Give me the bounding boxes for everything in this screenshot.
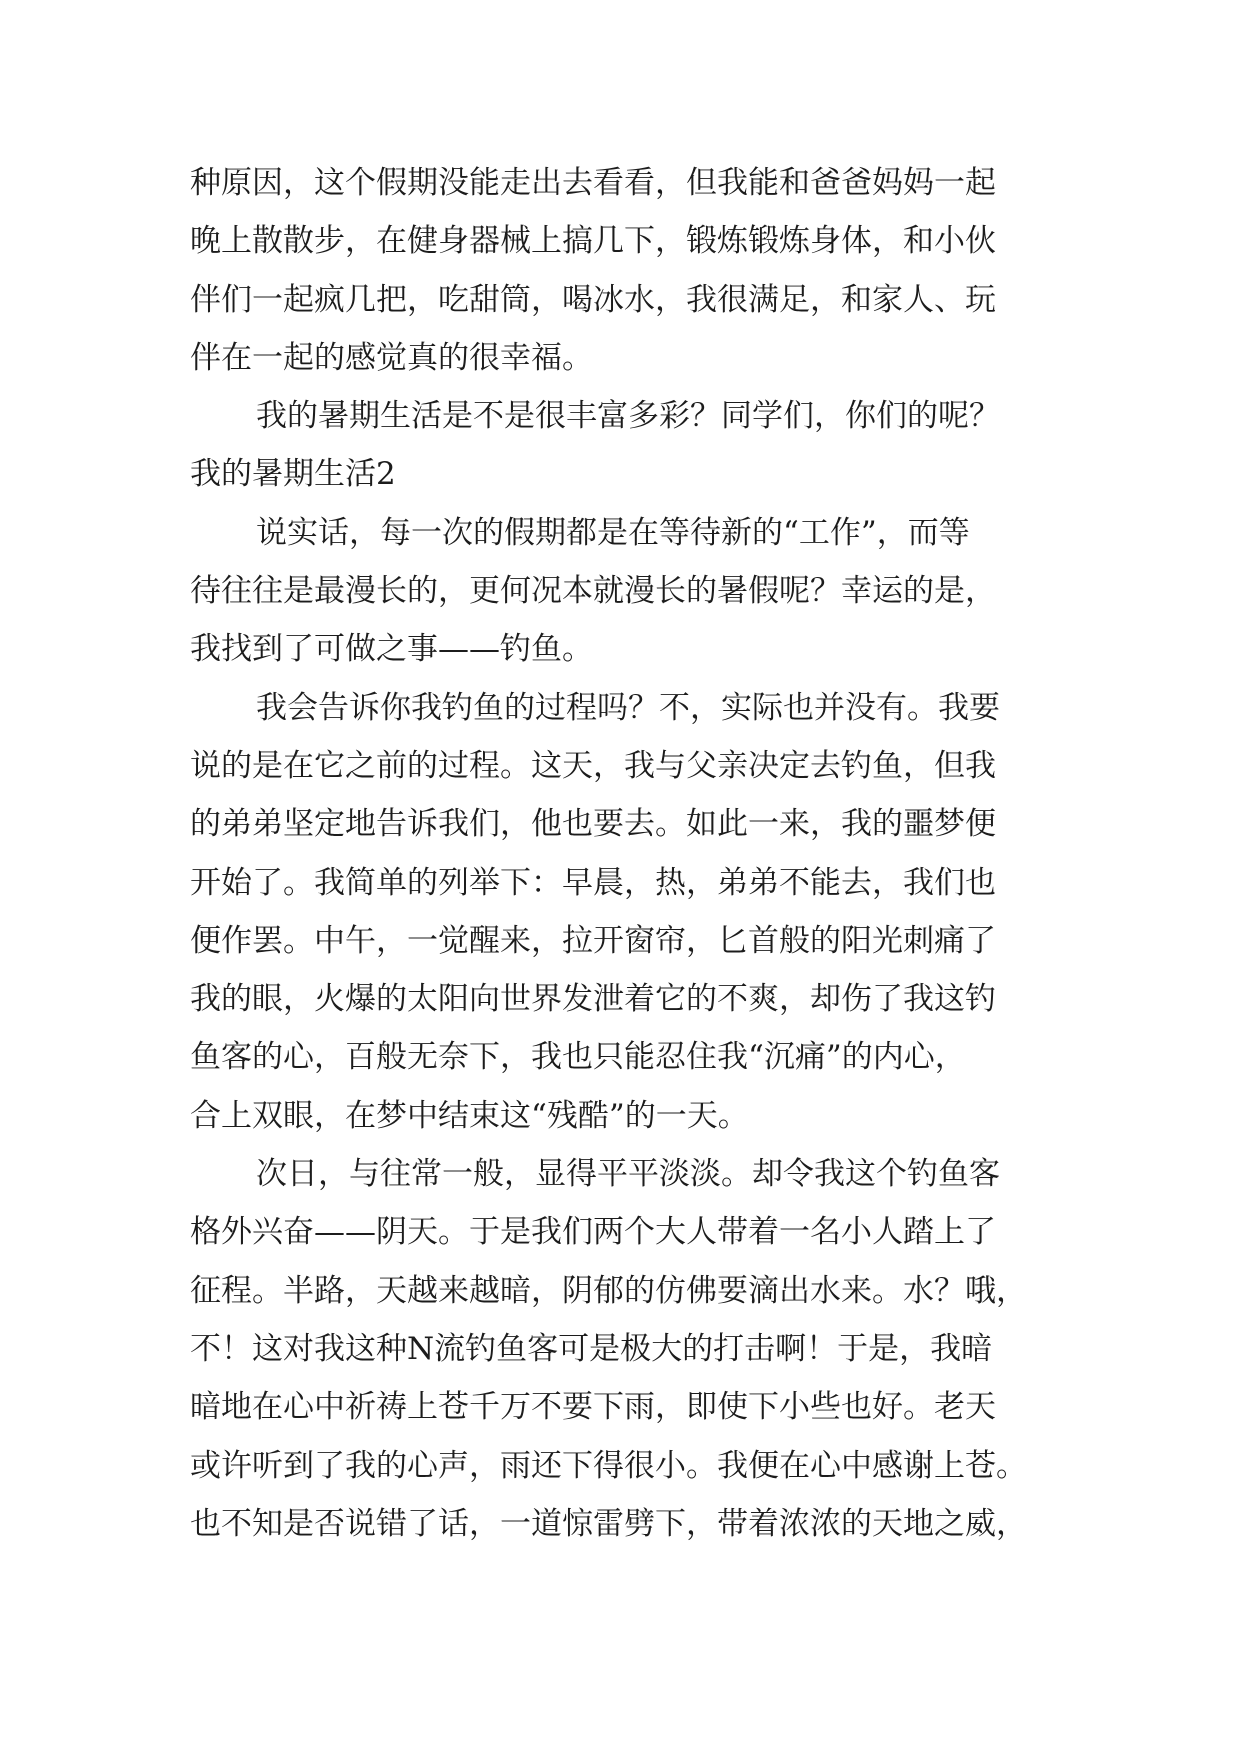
text-line: 我找到了可做之事——钓鱼。 <box>190 631 593 668</box>
text-line: 不！这对我这种N流钓鱼客可是极大的打击啊！于是，我暗 <box>190 1330 993 1367</box>
text-line: 晚上散散步，在健身器械上搞几下，锻炼锻炼身体，和小伙 <box>190 223 996 260</box>
paragraph-first-line: 说实话，每一次的假期都是在等待新的“工作”，而等 <box>256 514 970 551</box>
text-line: 我的眼，火爆的太阳向世界发泄着它的不爽，却伤了我这钓 <box>190 981 996 1018</box>
essay-body <box>190 154 1070 1553</box>
text-line: 暗地在心中祈祷上苍千万不要下雨，即使下小些也好。老天 <box>190 1389 996 1426</box>
text-line: 便作罢。中午，一觉醒来，拉开窗帘，匕首般的阳光刺痛了 <box>190 922 996 959</box>
text-line: 征程。半路，天越来越暗，阴郁的仿佛要滴出水来。水？哦， <box>190 1272 1027 1309</box>
text-line: 伴们一起疯几把，吃甜筒，喝冰水，我很满足，和家人、玩 <box>190 281 996 318</box>
text-line: 伴在一起的感觉真的很幸福。 <box>190 339 593 376</box>
paragraph-first-line: 次日，与往常一般，显得平平淡淡。却令我这个钓鱼客 <box>256 1156 1000 1193</box>
section-heading: 我的暑期生活2 <box>190 456 396 493</box>
paragraph-first-line: 我的暑期生活是不是很丰富多彩？同学们，你们的呢？ <box>256 398 1000 435</box>
text-line: 待往往是最漫长的，更何况本就漫长的暑假呢？幸运的是， <box>190 573 996 610</box>
text-line: 的弟弟坚定地告诉我们，他也要去。如此一来，我的噩梦便 <box>190 806 996 843</box>
text-line: 开始了。我简单的列举下：早晨，热，弟弟不能去，我们也 <box>190 864 996 901</box>
text-line: 或许听到了我的心声，雨还下得很小。我便在心中感谢上苍。 <box>190 1447 1027 1484</box>
paragraph-first-line: 我会告诉你我钓鱼的过程吗？不，实际也并没有。我要 <box>256 689 1000 726</box>
text-line: 说的是在它之前的过程。这天，我与父亲决定去钓鱼，但我 <box>190 747 996 784</box>
text-line: 鱼客的心，百般无奈下，我也只能忍住我“沉痛”的内心， <box>190 1039 966 1076</box>
text-line: 也不知是否说错了话，一道惊雷劈下，带着浓浓的天地之威， <box>190 1505 1027 1542</box>
text-line: 格外兴奋——阴天。于是我们两个大人带着一名小人踏上了 <box>190 1214 996 1251</box>
text-line: 种原因，这个假期没能走出去看看，但我能和爸爸妈妈一起 <box>190 165 996 201</box>
text-line: 合上双眼，在梦中结束这“残酷”的一天。 <box>190 1097 749 1134</box>
